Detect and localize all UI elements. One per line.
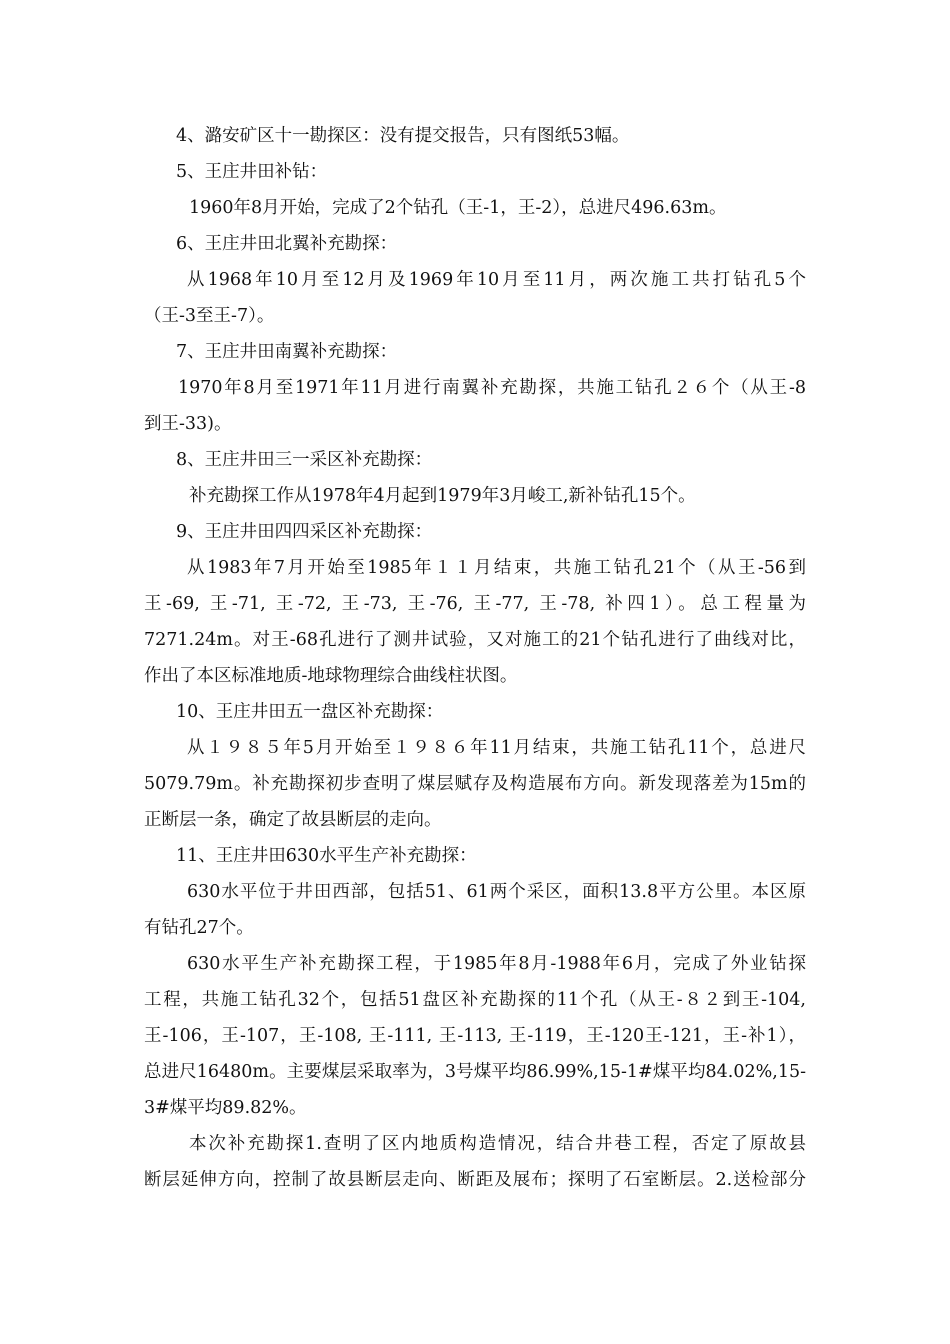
item-8-heading: 8、王庄井田三一采区补充勘探： xyxy=(176,450,433,470)
item-5-heading: 5、王庄井田补钻： xyxy=(176,162,328,182)
item-7-body-line-2: 到王-33)。 xyxy=(144,414,232,434)
item-9-body-line-1: 从1983年7月开始至1985年１１月结束，共施工钻孔21个（从王-56到 xyxy=(187,558,806,578)
item-9-body-line-2: 王-69, 王-71, 王-72, 王-73, 王-76, 王-77, 王-78, 补四1）。总工程量为 xyxy=(144,594,806,614)
item-7-body-line-1: 1970年8月至1971年11月进行南翼补充勘探，共施工钻孔２６个（从王-8 xyxy=(178,378,806,398)
item-10-body-line-3: 正断层一条，确定了故县断层的走向。 xyxy=(144,810,442,830)
item-11-body-line-3: 630水平生产补充勘探工程，于1985年8月-1988年6月，完成了外业钻探 xyxy=(187,954,806,974)
item-6-heading: 6、王庄井田北翼补充勘探： xyxy=(176,234,398,254)
item-11-body-line-6: 总进尺16480m。主要煤层采取率为，3号煤平均86.99%,15-1#煤平均84.02%,15- xyxy=(144,1062,806,1082)
item-8-body-line-1: 补充勘探工作从1978年4月起到1979年3月峻工,新补钻孔15个。 xyxy=(189,486,696,506)
item-10-heading: 10、王庄井田五一盘区补充勘探： xyxy=(176,702,444,722)
item-10-body-line-1: 从１９８５年5月开始至１９８６年11月结束，共施工钻孔11个，总进尺 xyxy=(187,738,806,758)
item-11-heading: 11、王庄井田630水平生产补充勘探： xyxy=(176,846,477,866)
item-4-heading: 4、潞安矿区十一勘探区：没有提交报告，只有图纸53幅。 xyxy=(176,126,630,146)
item-9-heading: 9、王庄井田四四采区补充勘探： xyxy=(176,522,433,542)
item-11-body-line-1: 630水平位于井田西部，包括51、61两个采区，面积13.8平方公里。本区原 xyxy=(187,882,806,902)
item-11-body-line-7: 3#煤平均89.82%。 xyxy=(144,1098,307,1118)
item-11-body-line-5: 王-106，王-107，王-108, 王-111, 王-113, 王-119，王-120王-121，王-补1）， xyxy=(144,1026,806,1046)
item-6-body-line-1: 从1968年10月至12月及1969年10月至11月，两次施工共打钻孔5个 xyxy=(187,270,806,290)
item-6-body-line-2: （王-3至王-7）。 xyxy=(144,306,275,326)
item-11-body-line-2: 有钻孔27个。 xyxy=(144,918,254,938)
summary-line-2: 断层延伸方向，控制了故县断层走向、断距及展布；探明了石室断层。2.送检部分 xyxy=(144,1170,806,1190)
item-5-body-line-1: 1960年8月开始，完成了2个钻孔（王-1，王-2），总进尺496.63m。 xyxy=(189,198,727,218)
item-9-body-line-4: 作出了本区标准地质-地球物理综合曲线柱状图。 xyxy=(144,666,518,686)
item-11-body-line-4: 工程，共施工钻孔32个，包括51盘区补充勘探的11个孔（从王-８２到王-104, xyxy=(144,990,806,1010)
item-10-body-line-2: 5079.79m。补充勘探初步查明了煤层赋存及构造展布方向。新发现落差为15m的 xyxy=(144,774,806,794)
item-7-heading: 7、王庄井田南翼补充勘探： xyxy=(176,342,398,362)
item-9-body-line-3: 7271.24m。对王-68孔进行了测井试验，又对施工的21个钻孔进行了曲线对比， xyxy=(144,630,806,650)
summary-line-1: 本次补充勘探1.查明了区内地质构造情况，结合井巷工程，否定了原故县 xyxy=(189,1134,806,1154)
